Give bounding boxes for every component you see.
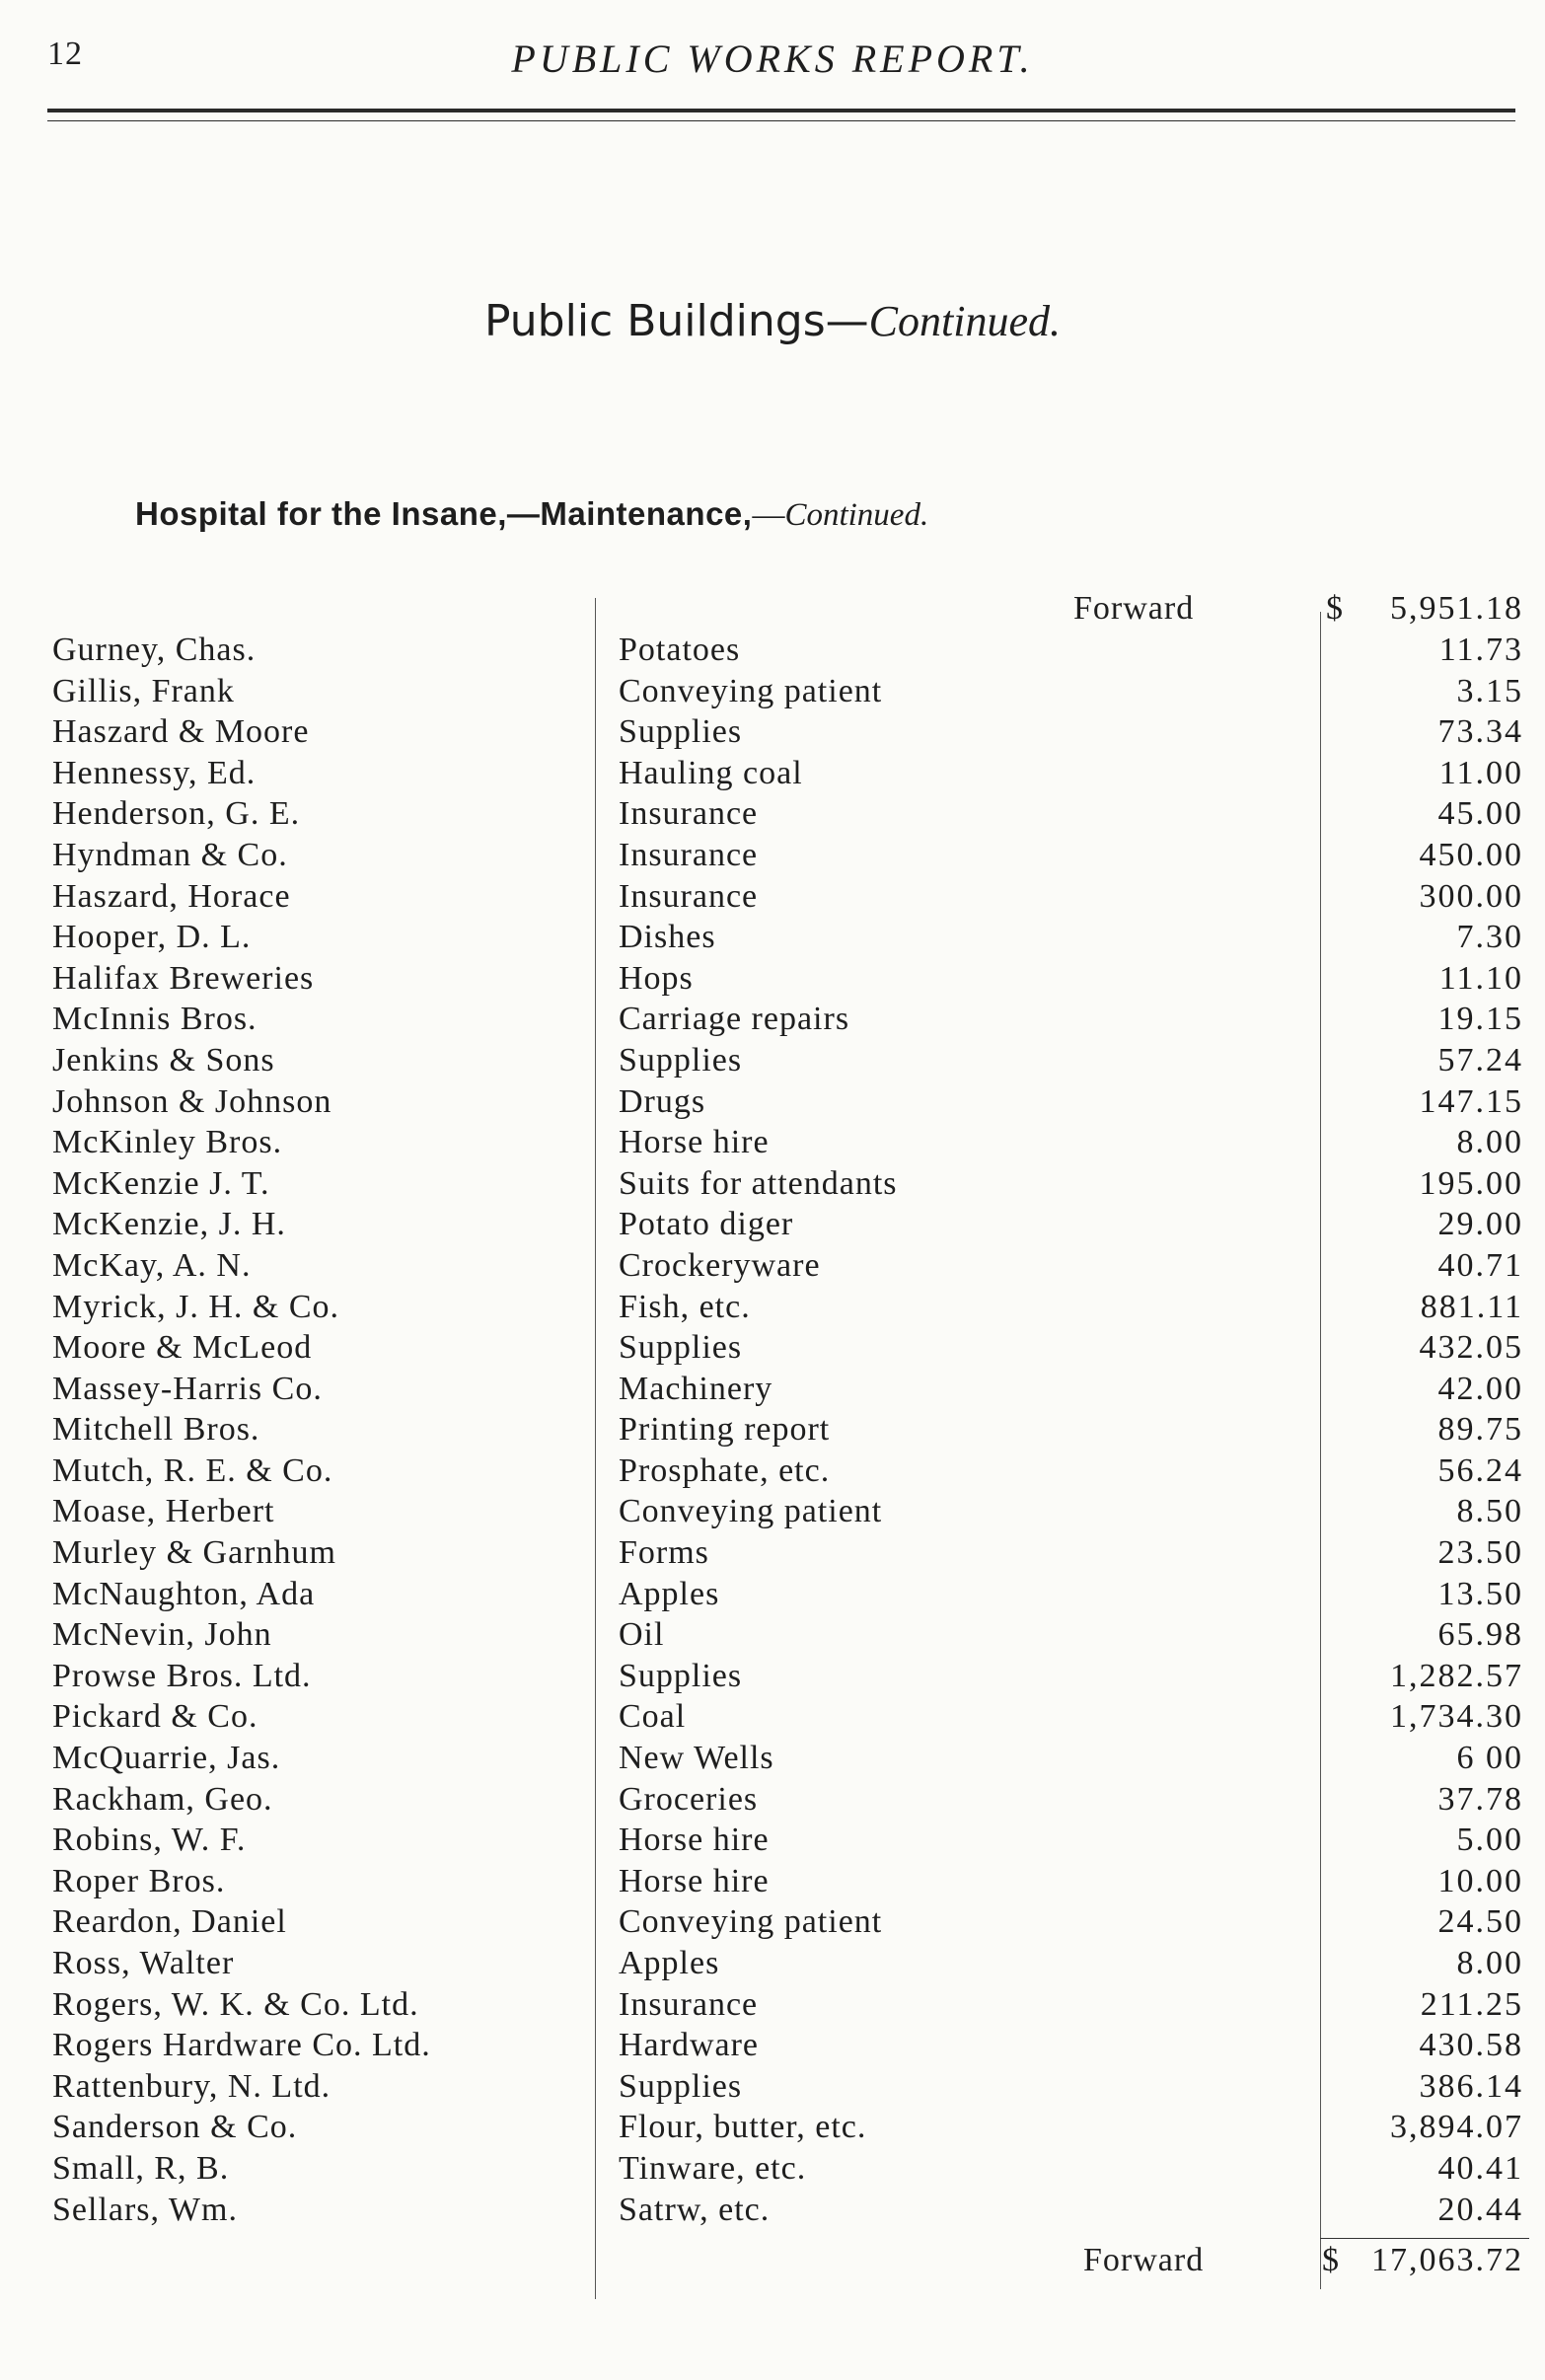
forward-currency-top: $ [1326,590,1343,627]
item-amount: 1,282.57 [1390,1657,1523,1694]
table-row [0,1903,1545,1945]
payee-name: Gillis, Frank [52,672,235,709]
forward-currency-bottom: $ [1322,2242,1339,2278]
payee-name: Robins, W. F. [52,1822,247,1859]
item-description: Fish, etc. [619,1288,751,1325]
table-row [0,673,1545,714]
item-description: Horse hire [619,1124,770,1161]
payee-name: Ross, Walter [52,1945,235,1981]
total-rule [1320,2238,1529,2239]
item-description: Insurance [619,877,759,915]
payee-name: Sellars, Wm. [52,2191,238,2228]
item-description: Supplies [619,1329,743,1367]
payee-name: Jenkins & Sons [52,1041,275,1078]
item-amount: 386.14 [1419,2067,1523,2105]
table-row [0,795,1545,837]
item-description: Potatoes [619,632,741,668]
table-row [0,1781,1545,1822]
payee-name: Prowse Bros. Ltd. [52,1657,312,1694]
item-description: Satrw, etc. [619,2191,771,2228]
forward-amount-bottom: 17,063.72 [1371,2242,1523,2278]
payee-name: Rogers Hardware Co. Ltd. [52,2027,431,2064]
table-row [0,1576,1545,1617]
payee-name: Myrick, J. H. & Co. [52,1288,339,1325]
payee-name: McInnis Bros. [52,1001,258,1038]
item-amount: 3,894.07 [1390,2109,1523,2146]
item-description: Hauling coal [619,754,803,791]
table-row [0,1822,1545,1863]
header-rule-thin [47,120,1515,121]
payee-name: Pickard & Co. [52,1698,258,1736]
payee-name: Hooper, D. L. [52,919,252,956]
table-row [0,755,1545,796]
item-amount: 13.50 [1437,1575,1523,1612]
item-amount: 24.50 [1437,1903,1523,1941]
item-description: Conveying patient [619,1903,883,1941]
item-amount: 23.50 [1437,1534,1523,1572]
item-amount: 29.00 [1437,1206,1523,1243]
section-title-separator: — [825,296,869,346]
item-description: Coal [619,1698,687,1736]
table-row [0,878,1545,920]
payee-name: Reardon, Daniel [52,1903,287,1941]
table-row [0,1945,1545,1986]
item-description: Dishes [619,919,716,956]
table-row [0,837,1545,878]
item-amount: 1,734.30 [1390,1698,1523,1736]
table-row [0,2068,1545,2110]
item-amount: 73.34 [1437,713,1523,751]
item-description: Apples [619,1575,720,1612]
item-description: Hops [619,959,694,997]
table-row [0,1534,1545,1576]
table-row [0,1698,1545,1740]
item-description: Conveying patient [619,1493,883,1530]
item-description: Carriage repairs [619,1001,850,1038]
subsection-title-separator: — [752,497,785,533]
item-amount: 7.30 [1456,919,1523,956]
item-amount: 3.15 [1456,672,1523,709]
section-title-continued: Continued. [868,297,1061,345]
payee-name: Sanderson & Co. [52,2109,298,2146]
item-amount: 89.75 [1437,1411,1523,1449]
payee-name: Murley & Garnhum [52,1534,336,1572]
payee-name: Moase, Herbert [52,1493,275,1530]
item-amount: 11.73 [1438,632,1523,668]
forward-label-bottom: Forward [1083,2242,1205,2278]
payee-name: Haszard, Horace [52,877,291,915]
table-row [0,632,1545,673]
payee-name: Moore & McLeod [52,1329,313,1367]
item-amount: 8.50 [1456,1493,1523,1530]
payee-name: Rattenbury, N. Ltd. [52,2067,331,2105]
payee-name: McKay, A. N. [52,1246,252,1284]
item-amount: 40.71 [1437,1246,1523,1284]
item-description: Flour, butter, etc. [619,2109,867,2146]
table-row [0,919,1545,960]
table-row [0,1124,1545,1165]
item-amount: 65.98 [1437,1616,1523,1654]
payee-name: Gurney, Chas. [52,632,257,668]
table-row [0,1740,1545,1781]
item-amount: 37.78 [1437,1780,1523,1818]
item-amount: 195.00 [1419,1164,1523,1202]
table-row [0,1083,1545,1125]
payee-name: McKinley Bros. [52,1124,283,1161]
subsection-title [135,495,928,534]
item-description: Insurance [619,836,759,873]
item-amount: 45.00 [1437,795,1523,833]
payee-name: McNevin, John [52,1616,272,1654]
table-row [0,1042,1545,1083]
item-description: Suits for attendants [619,1164,898,1202]
item-amount: 8.00 [1456,1124,1523,1161]
table-row [0,1493,1545,1534]
item-description: Conveying patient [619,672,883,709]
table-row [0,1289,1545,1330]
payee-name: Haszard & Moore [52,713,310,751]
item-amount: 430.58 [1419,2027,1523,2064]
table-row [0,713,1545,755]
item-description: Tinware, etc. [619,2149,807,2187]
table-row [0,2192,1545,2233]
table-row [0,1371,1545,1412]
payee-name: Hennessy, Ed. [52,754,257,791]
item-description: Supplies [619,713,743,751]
payee-name: Mitchell Bros. [52,1411,260,1449]
table-row [0,1986,1545,2028]
table-row [0,1206,1545,1247]
table-row [0,2109,1545,2150]
item-amount: 20.44 [1437,2191,1523,2228]
item-amount: 147.15 [1419,1082,1523,1120]
section-title-main: Public Buildings [484,296,826,346]
payee-name: Roper Bros. [52,1862,226,1899]
payee-name: Rogers, W. K. & Co. Ltd. [52,1985,419,2023]
item-description: Supplies [619,1657,743,1694]
subsection-title-main: Hospital for the Insane,—Maintenance, [135,495,753,532]
payee-name: Halifax Breweries [52,959,315,997]
item-amount: 432.05 [1419,1329,1523,1367]
subsection-title-continued: Continued. [784,497,929,533]
item-description: Supplies [619,1041,743,1078]
item-description: Oil [619,1616,665,1654]
item-description: Potato diger [619,1206,794,1243]
item-amount: 10.00 [1437,1862,1523,1899]
item-amount: 211.25 [1420,1985,1523,2023]
item-amount: 8.00 [1456,1945,1523,1981]
item-description: Supplies [619,2067,743,2105]
item-description: Drugs [619,1082,706,1120]
item-description: Apples [619,1945,720,1981]
payee-name: Hyndman & Co. [52,836,288,873]
payee-name: McKenzie, J. H. [52,1206,286,1243]
table-row [0,1411,1545,1452]
item-amount: 300.00 [1419,877,1523,915]
table-row [0,1329,1545,1371]
header-rule-thick [47,109,1515,112]
item-amount: 56.24 [1437,1451,1523,1489]
payee-name: Mutch, R. E. & Co. [52,1451,333,1489]
payee-name: McKenzie J. T. [52,1164,270,1202]
item-description: Machinery [619,1370,773,1407]
payee-name: Rackham, Geo. [52,1780,273,1818]
table-row [0,960,1545,1002]
forward-amount-top: 5,951.18 [1390,590,1523,627]
payee-name: McNaughton, Ada [52,1575,316,1612]
payee-name: McQuarrie, Jas. [52,1740,281,1777]
page-number: 12 [47,36,83,72]
item-description: Prosphate, etc. [619,1451,831,1489]
item-description: Insurance [619,795,759,833]
item-description: Forms [619,1534,709,1572]
payee-name: Massey-Harris Co. [52,1370,323,1407]
table-row [0,1863,1545,1904]
table-row [0,1247,1545,1289]
payee-name: Small, R, B. [52,2149,230,2187]
forward-label-top: Forward [1073,590,1195,627]
table-row [0,1452,1545,1494]
item-description: Hardware [619,2027,760,2064]
item-description: Crockeryware [619,1246,821,1284]
item-amount: 42.00 [1437,1370,1523,1407]
item-amount: 11.10 [1438,959,1523,997]
item-amount: 6 00 [1456,1740,1523,1777]
table-row [0,2150,1545,2192]
item-description: Printing report [619,1411,831,1449]
table-row [0,1001,1545,1042]
item-description: Insurance [619,1985,759,2023]
ledger-rows [0,632,1545,2232]
item-description: Horse hire [619,1822,770,1859]
table-row [0,1165,1545,1207]
table-row [0,1658,1545,1699]
item-amount: 57.24 [1437,1041,1523,1078]
item-amount: 5.00 [1456,1822,1523,1859]
table-row [0,2027,1545,2068]
item-description: New Wells [619,1740,774,1777]
item-description: Groceries [619,1780,759,1818]
item-description: Horse hire [619,1862,770,1899]
item-amount: 881.11 [1420,1288,1523,1325]
item-amount: 40.41 [1437,2149,1523,2187]
section-title [0,296,1545,346]
item-amount: 11.00 [1438,754,1523,791]
item-amount: 450.00 [1419,836,1523,873]
item-amount: 19.15 [1437,1001,1523,1038]
payee-name: Johnson & Johnson [52,1082,332,1120]
table-row [0,1616,1545,1658]
payee-name: Henderson, G. E. [52,795,301,833]
running-title: PUBLIC WORKS REPORT. [511,37,1034,81]
